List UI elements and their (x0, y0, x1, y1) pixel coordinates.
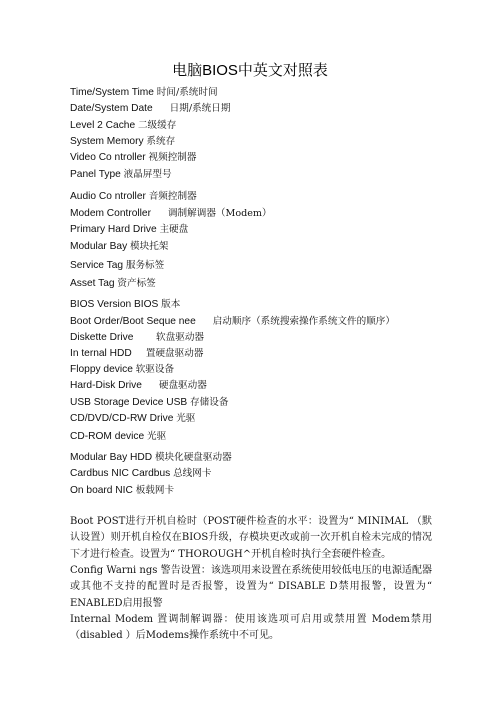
entry-time: Time/System Time 时间/系统时间 (70, 87, 218, 98)
entry-diskette-drive: Diskette Drive 软盘驱动器 (70, 332, 205, 343)
entry-modem-controller: Modem Controller 调制解调器（Modem） (70, 208, 272, 219)
entry-cd-dvd-drive: CD/DVD/CD-RW Drive 光驱 (70, 413, 196, 424)
entry-boot-order: Boot Order/Boot Seque nee 启动顺序（系统搜索操作系统文件的顺序） (70, 316, 395, 327)
entry-video-controller: Video Co ntroller 视频控制器 (70, 152, 197, 163)
entry-floppy-device: Floppy device 软驱设备 (70, 364, 175, 375)
entry-audio-controller: Audio Co ntroller 音频控制器 (70, 191, 197, 202)
entry-bios-version: BIOS Version BIOS 版本 (70, 299, 181, 310)
paragraph-boot-post: Boot POST进行开机自检时（POST硬件检查的水平：设置为“ MINIMAL （默认设置）则开机自检仅在BIOS升级，存模块更改或前一次开机自检未完成的情况下才进行检查。设置为“ THOROUGH^开机自检时执行全套硬件检查。 (70, 516, 432, 560)
entry-system-memory: System Memory 系统存 (70, 136, 176, 147)
entry-hard-disk-drive: Hard-Disk Drive 硬盘驱动器 (70, 380, 207, 391)
entry-date: Date/System Date 日期/系统日期 (70, 103, 231, 114)
document-title: 电脑BIOS中英文对照表 (172, 62, 328, 79)
entry-onboard-nic: On board NIC 板载网卡 (70, 485, 175, 496)
entry-cardbus-nic: Cardbus NIC Cardbus 总线网卡 (70, 468, 212, 479)
entry-l2-cache: Level 2 Cache 二级缓存 (70, 120, 177, 131)
paragraph-internal-modem: Internal Modem 置调制解调器：使用该选项可启用或禁用置 Modem禁用（disabled ）后Modems操作系统中不可见。 (70, 614, 432, 642)
entry-panel-type: Panel Type 液晶屏型号 (70, 169, 172, 180)
entry-primary-hard-drive: Primary Hard Drive 主硬盘 (70, 224, 189, 235)
entry-modular-bay-hdd: Modular Bay HDD 模块化硬盘驱动器 (70, 452, 232, 463)
entry-usb-storage: USB Storage Device USB 存储设备 (70, 397, 229, 408)
paragraph-config-warnings: Config Warni ngs 警告设置：该选项用来设置在系统使用较低电压的电源适配器或其他不支持的配置时是否报警，设置为“ DISABLE D禁用报警，设置为“ ENABLED启用报警 (70, 565, 432, 609)
entry-modular-bay: Modular Bay 模块托架 (70, 241, 169, 252)
entry-asset-tag: Asset Tag 资产标签 (70, 278, 156, 289)
entry-cd-rom-device: CD-ROM device 光驱 (70, 431, 167, 442)
entry-internal-hdd: In ternal HDD 置硬盘驱动器 (70, 348, 204, 359)
entry-service-tag: Service Tag 服务标签 (70, 260, 165, 271)
